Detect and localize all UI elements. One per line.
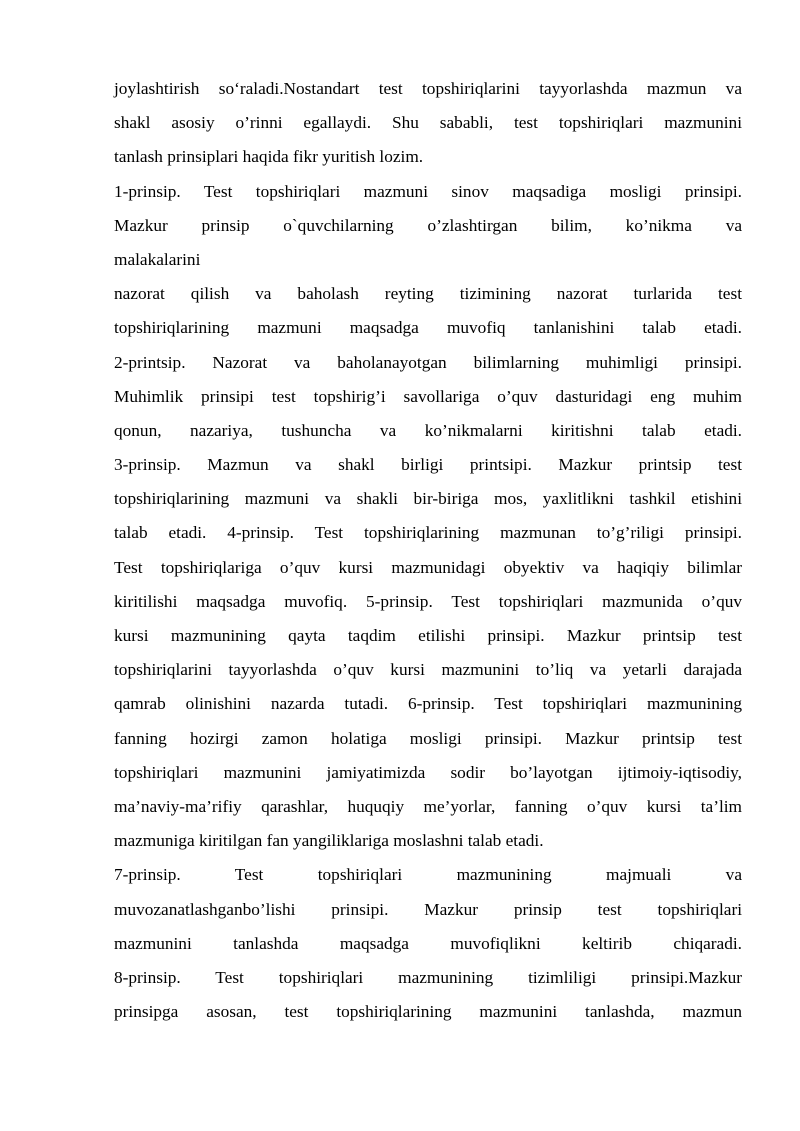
text-line: 3-prinsip. Mazmun va shakl birligi printsipi. Mazkur printsip test bbox=[114, 455, 742, 475]
text-line: 1-prinsip. Test topshiriqlari mazmuni sinov maqsadiga mosligi prinsipi. bbox=[114, 181, 742, 201]
text-line: prinsipga asosan, test topshiriqlarining mazmunini tanlashda, mazmun bbox=[114, 1002, 742, 1022]
text-line: nazorat qilish va baholash reyting tizimining nazorat turlarida test bbox=[114, 284, 742, 304]
text-line: 7-prinsip. Test topshiriqlari mazmunining majmuali va bbox=[114, 865, 742, 885]
text-line: ma’naviy-ma’rifiy qarashlar, huquqiy me’yorlar, fanning o’quv kursi ta’lim bbox=[114, 796, 742, 816]
text-line: kiritilishi maqsadga muvofiq. 5-prinsip. Test topshiriqlari mazmunida o’quv bbox=[114, 591, 742, 611]
text-line: topshiriqlarining mazmuni maqsadga muvofiq tanlanishini talab etadi. bbox=[114, 318, 742, 338]
text-line: shakl asosiy o’rinni egallaydi. Shu sababli, test topshiriqlari mazmunini bbox=[114, 113, 742, 133]
text-line: topshiriqlarini tayyorlashda o’quv kursi mazmunini to’liq va yetarli darajada bbox=[114, 660, 742, 680]
text-line: joylashtirish so‘raladi.Nostandart test topshiriqlarini tayyorlashda mazmun va bbox=[114, 79, 742, 98]
text-line: topshiriqlarining mazmuni va shakli bir-biriga mos, yaxlitlikni tashkil etishini bbox=[114, 489, 742, 509]
text-line: mazmunini tanlashda maqsadga muvofiqlikni keltirib chiqaradi. bbox=[114, 933, 742, 953]
document-body-text bbox=[114, 72, 742, 1029]
text-line: mazmuniga kiritilgan fan yangiliklariga moslashni talab etadi. bbox=[114, 831, 544, 851]
text-line: Muhimlik prinsipi test topshirig’i savollariga o’quv dasturidagi eng muhim bbox=[114, 386, 742, 406]
text-line: fanning hozirgi zamon holatiga mosligi prinsipi. Mazkur printsip test bbox=[114, 728, 742, 748]
text-line: muvozanatlashganbo’lishi prinsipi. Mazkur prinsip test topshiriqlari bbox=[114, 899, 742, 919]
text-line: Mazkur prinsip o`quvchilarning o’zlashtirgan bilim, ko’nikma va bbox=[114, 215, 742, 235]
text-line: Test topshiriqlariga o’quv kursi mazmunidagi obyektiv va haqiqiy bilimlar bbox=[114, 557, 742, 577]
text-line: malakalarini bbox=[114, 249, 201, 269]
text-line: qonun, nazariya, tushuncha va ko’nikmalarni kiritishni talab etadi. bbox=[114, 420, 742, 440]
text-line: talab etadi. 4-prinsip. Test topshiriqlarining mazmunan to’g’riligi prinsipi. bbox=[114, 523, 742, 543]
text-line: 2-printsip. Nazorat va baholanayotgan bilimlarning muhimligi prinsipi. bbox=[114, 352, 742, 372]
text-line: tanlash prinsiplari haqida fikr yuritish lozim. bbox=[114, 147, 424, 167]
text-line: 8-prinsip. Test topshiriqlari mazmunining tizimliligi prinsipi.Mazkur bbox=[114, 967, 742, 987]
text-line: kursi mazmunining qayta taqdim etilishi prinsipi. Mazkur printsip test bbox=[114, 626, 742, 645]
text-line: qamrab olinishini nazarda tutadi. 6-prinsip. Test topshiriqlari mazmunining bbox=[114, 694, 742, 714]
text-line: topshiriqlari mazmunini jamiyatimizda sodir bo’layotgan ijtimoiy-iqtisodiy, bbox=[114, 762, 742, 782]
